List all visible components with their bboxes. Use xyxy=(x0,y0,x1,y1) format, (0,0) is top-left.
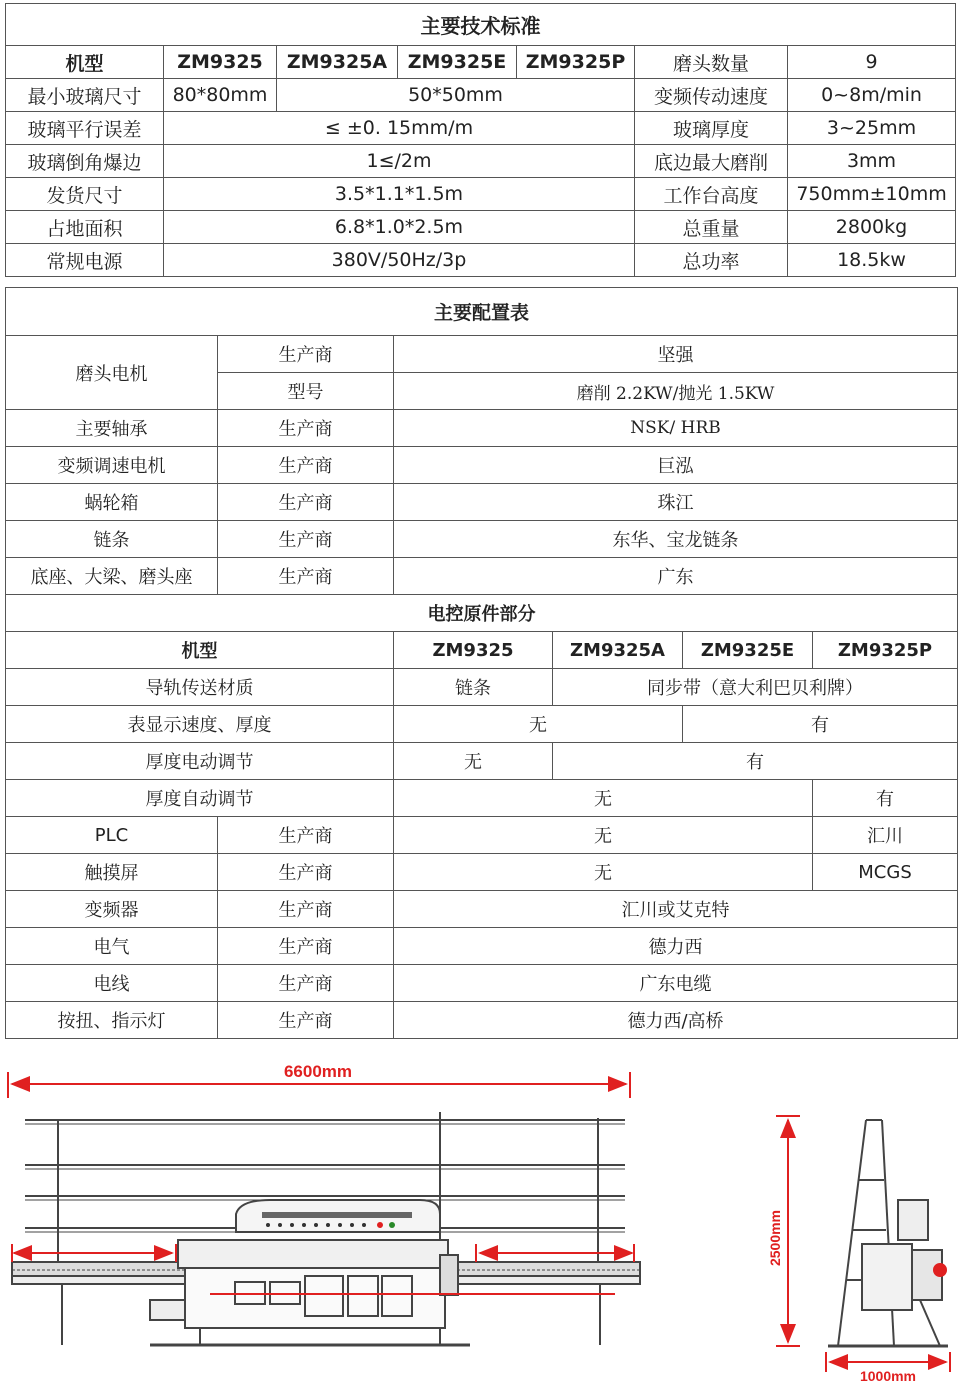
spec-value: 3mm xyxy=(788,145,956,178)
electrical-model-1: ZM9325 xyxy=(394,632,553,669)
electrical-item-name: 触摸屏 xyxy=(6,854,218,891)
electrical-model-3: ZM9325E xyxy=(683,632,813,669)
config-item-name: 主要轴承 xyxy=(6,410,218,447)
spec-label: 底边最大磨削 xyxy=(635,145,788,178)
config-item-label: 生产商 xyxy=(218,447,394,484)
spec-model-3: ZM9325E xyxy=(398,46,517,79)
config-item-value: 东华、宝龙链条 xyxy=(394,521,958,558)
electrical-value: 汇川 xyxy=(813,817,958,854)
spec-value: 9 xyxy=(788,46,956,79)
spec-label: 最小玻璃尺寸 xyxy=(6,79,164,112)
spec-label: 总重量 xyxy=(635,211,788,244)
spec-label: 占地面积 xyxy=(6,211,164,244)
electrical-value: 无 xyxy=(394,743,553,780)
spec-value: 50*50mm xyxy=(277,79,635,112)
config-item-label: 生产商 xyxy=(218,484,394,521)
spec-label: 总功率 xyxy=(635,244,788,277)
electrical-item-name: 变频器 xyxy=(6,891,218,928)
electrical-item-name: 厚度自动调节 xyxy=(6,780,394,817)
electrical-item-label: 生产商 xyxy=(218,891,394,928)
electrical-value: 德力西/高桥 xyxy=(394,1002,958,1039)
electrical-value: 无 xyxy=(394,780,813,817)
spec-value: ≤ ±0. 15mm/m xyxy=(164,112,635,145)
spec-value: 750mm±10mm xyxy=(788,178,956,211)
config-title: 主要配置表 xyxy=(6,288,958,336)
electrical-item-label: 生产商 xyxy=(218,1002,394,1039)
electrical-value: 德力西 xyxy=(394,928,958,965)
spec-label: 发货尺寸 xyxy=(6,178,164,211)
electrical-value: 有 xyxy=(683,706,958,743)
spec-value: 18.5kw xyxy=(788,244,956,277)
spec-model-1: ZM9325 xyxy=(164,46,277,79)
spec-label: 玻璃厚度 xyxy=(635,112,788,145)
config-item-label: 生产商 xyxy=(218,521,394,558)
electrical-value: 广东电缆 xyxy=(394,965,958,1002)
electrical-item-name: PLC xyxy=(6,817,218,854)
electrical-value: 汇川或艾克特 xyxy=(394,891,958,928)
machine-front-view xyxy=(12,1112,640,1345)
config-item-value: 广东 xyxy=(394,558,958,595)
length-dimension xyxy=(8,1062,630,1098)
machine-side-view xyxy=(828,1120,948,1346)
spec-label: 磨头数量 xyxy=(635,46,788,79)
config-item-name: 磨头电机 xyxy=(6,336,218,410)
electrical-item-label: 生产商 xyxy=(218,854,394,891)
spec-title: 主要技术标准 xyxy=(6,4,956,46)
config-item-name: 链条 xyxy=(6,521,218,558)
electrical-item-name: 表显示速度、厚度 xyxy=(6,706,394,743)
spec-label: 常规电源 xyxy=(6,244,164,277)
spec-value: 0~8m/min xyxy=(788,79,956,112)
config-item-value: 珠江 xyxy=(394,484,958,521)
machine-drawings xyxy=(0,1040,960,1387)
length-label: 6600mm xyxy=(283,1062,353,1081)
electrical-value: 有 xyxy=(553,743,958,780)
config-item-label: 生产商 xyxy=(218,410,394,447)
config-item-name: 蜗轮箱 xyxy=(6,484,218,521)
spec-value: 1≤/2m xyxy=(164,145,635,178)
electrical-item-name: 电线 xyxy=(6,965,218,1002)
electrical-item-name: 导轨传送材质 xyxy=(6,669,394,706)
config-item-name: 底座、大梁、磨头座 xyxy=(6,558,218,595)
spec-model-2: ZM9325A xyxy=(277,46,398,79)
depth-dimension xyxy=(826,1352,950,1384)
electrical-value: 无 xyxy=(394,854,813,891)
spec-value: 80*80mm xyxy=(164,79,277,112)
electrical-model-label: 机型 xyxy=(6,632,394,669)
height-dimension xyxy=(767,1116,800,1346)
spec-model-4: ZM9325P xyxy=(517,46,635,79)
electrical-item-name: 厚度电动调节 xyxy=(6,743,394,780)
electrical-value: 无 xyxy=(394,817,813,854)
config-item-name: 变频调速电机 xyxy=(6,447,218,484)
config-item-value: 巨泓 xyxy=(394,447,958,484)
electrical-value: 同步带（意大利巴贝利牌） xyxy=(553,669,958,706)
spec-value: 6.8*1.0*2.5m xyxy=(164,211,635,244)
depth-label: 1000mm xyxy=(859,1368,917,1384)
spec-value: 3.5*1.1*1.5m xyxy=(164,178,635,211)
spec-label: 变频传动速度 xyxy=(635,79,788,112)
config-table xyxy=(5,287,958,1039)
config-item-value: 磨削 2.2KW/抛光 1.5KW xyxy=(394,373,958,410)
config-item-label: 生产商 xyxy=(218,336,394,373)
electrical-item-label: 生产商 xyxy=(218,965,394,1002)
electrical-item-name: 电气 xyxy=(6,928,218,965)
electrical-value: 链条 xyxy=(394,669,553,706)
electrical-item-name: 按扭、指示灯 xyxy=(6,1002,218,1039)
electrical-value: MCGS xyxy=(813,854,958,891)
spec-value: 2800kg xyxy=(788,211,956,244)
config-item-label: 生产商 xyxy=(218,558,394,595)
spec-value: 380V/50Hz/3p xyxy=(164,244,635,277)
spec-label: 玻璃倒角爆边 xyxy=(6,145,164,178)
spec-label: 玻璃平行误差 xyxy=(6,112,164,145)
spec-table xyxy=(5,3,956,277)
electrical-model-4: ZM9325P xyxy=(813,632,958,669)
electrical-value: 无 xyxy=(394,706,683,743)
electrical-item-label: 生产商 xyxy=(218,817,394,854)
electrical-item-label: 生产商 xyxy=(218,928,394,965)
config-item-value: 坚强 xyxy=(394,336,958,373)
electrical-title: 电控原件部分 xyxy=(6,595,958,632)
height-label: 2500mm xyxy=(767,1209,783,1267)
electrical-model-2: ZM9325A xyxy=(553,632,683,669)
spec-label: 工作台高度 xyxy=(635,178,788,211)
spec-value: 3~25mm xyxy=(788,112,956,145)
config-item-value: NSK/ HRB xyxy=(394,410,958,447)
electrical-value: 有 xyxy=(813,780,958,817)
config-item-label: 型号 xyxy=(218,373,394,410)
spec-model-label: 机型 xyxy=(6,46,164,79)
